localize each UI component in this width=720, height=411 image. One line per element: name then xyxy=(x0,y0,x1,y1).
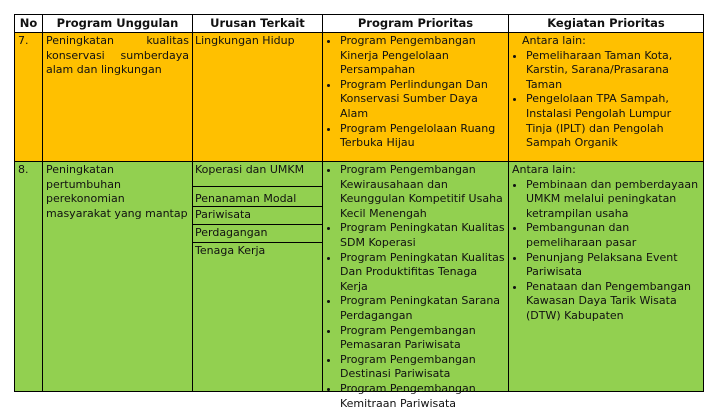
priority-table xyxy=(14,14,704,410)
row-7-urusan xyxy=(193,33,323,162)
urusan-item: Penanaman Modal xyxy=(193,187,322,207)
program-prioritas-item: • Program Pengembangan Kinerja Pengelolaan Persampahan xyxy=(340,34,505,78)
program-prioritas-item: • Program Pengembangan Pemasaran Pariwisata xyxy=(340,324,505,353)
urusan-item: Koperasi dan UMKM xyxy=(193,162,322,187)
row-7-kegiatan-prioritas xyxy=(509,33,703,162)
header-program-prioritas: Program Prioritas xyxy=(323,15,509,33)
header-urusan-terkait: Urusan Terkait xyxy=(193,15,323,33)
program-prioritas-item: • Program Pengembangan Destinasi Pariwisata xyxy=(340,353,505,382)
kegiatan-item: • Penataan dan Pengembangan Kawasan Daya Tarik Wisata (DTW) Kabupaten xyxy=(526,280,700,324)
program-prioritas-item: • Program Pengembangan Kemitraan Pariwisata xyxy=(340,382,505,411)
program-prioritas-item: • Program Peningkatan Sarana Perdagangan xyxy=(340,294,505,323)
urusan-item: Lingkungan Hidup xyxy=(195,34,295,47)
urusan-item: Perdagangan xyxy=(193,225,322,243)
header-kegiatan-prioritas: Kegiatan Prioritas xyxy=(509,15,703,33)
row-7-program-prioritas xyxy=(323,33,509,162)
row-7-no: 7. xyxy=(15,33,43,162)
kegiatan-item: • Pembangunan dan pemeliharaan pasar xyxy=(526,221,700,250)
program-prioritas-item: • Program Peningkatan Kualitas SDM Koperasi xyxy=(340,221,505,250)
program-prioritas-item: • Program Perlindungan Dan Konservasi Sumber Daya Alam xyxy=(340,78,505,122)
urusan-item: Pariwisata xyxy=(193,207,322,225)
row-8-kegiatan-prioritas xyxy=(509,162,703,391)
row-8-program-prioritas xyxy=(323,162,509,410)
row-7-program-unggulan: Peningkatan kualitas konservasi sumberdaya alam dan lingkungan xyxy=(43,33,193,162)
row-8-program-unggulan: Peningkatan pertumbuhan perekonomian masyarakat yang mantap xyxy=(43,162,193,391)
kegiatan-item: • Pembinaan dan pemberdayaan UMKM melalui peningkatan ketrampilan usaha xyxy=(526,178,700,222)
urusan-item: Tenaga Kerja xyxy=(195,244,266,257)
program-prioritas-item: • Program Pengelolaan Ruang Terbuka Hijau xyxy=(340,122,505,151)
kegiatan-item: • Pemeliharaan Taman Kota, Karstin, Sarana/Prasarana Taman xyxy=(526,49,700,93)
kegiatan-intro: Antara lain: xyxy=(512,163,576,176)
program-prioritas-item: • Program Peningkatan Kualitas Dan Produktifitas Tenaga Kerja xyxy=(340,251,505,295)
program-prioritas-item: • Program Pengembangan Kewirausahaan dan Keunggulan Kompetitif Usaha Kecil Menengah xyxy=(340,163,505,221)
kegiatan-intro: Antara lain: xyxy=(522,34,586,47)
kegiatan-item: • Pengelolaan TPA Sampah, Instalasi Pengolah Lumpur Tinja (IPLT) dan Pengolah Sampah Organik xyxy=(526,92,700,150)
row-8-no: 8. xyxy=(15,162,43,391)
row-8-urusan xyxy=(193,162,323,391)
header-no: No xyxy=(15,15,43,33)
kegiatan-item: • Penunjang Pelaksana Event Pariwisata xyxy=(526,251,700,280)
header-program-unggulan: Program Unggulan xyxy=(43,15,193,33)
